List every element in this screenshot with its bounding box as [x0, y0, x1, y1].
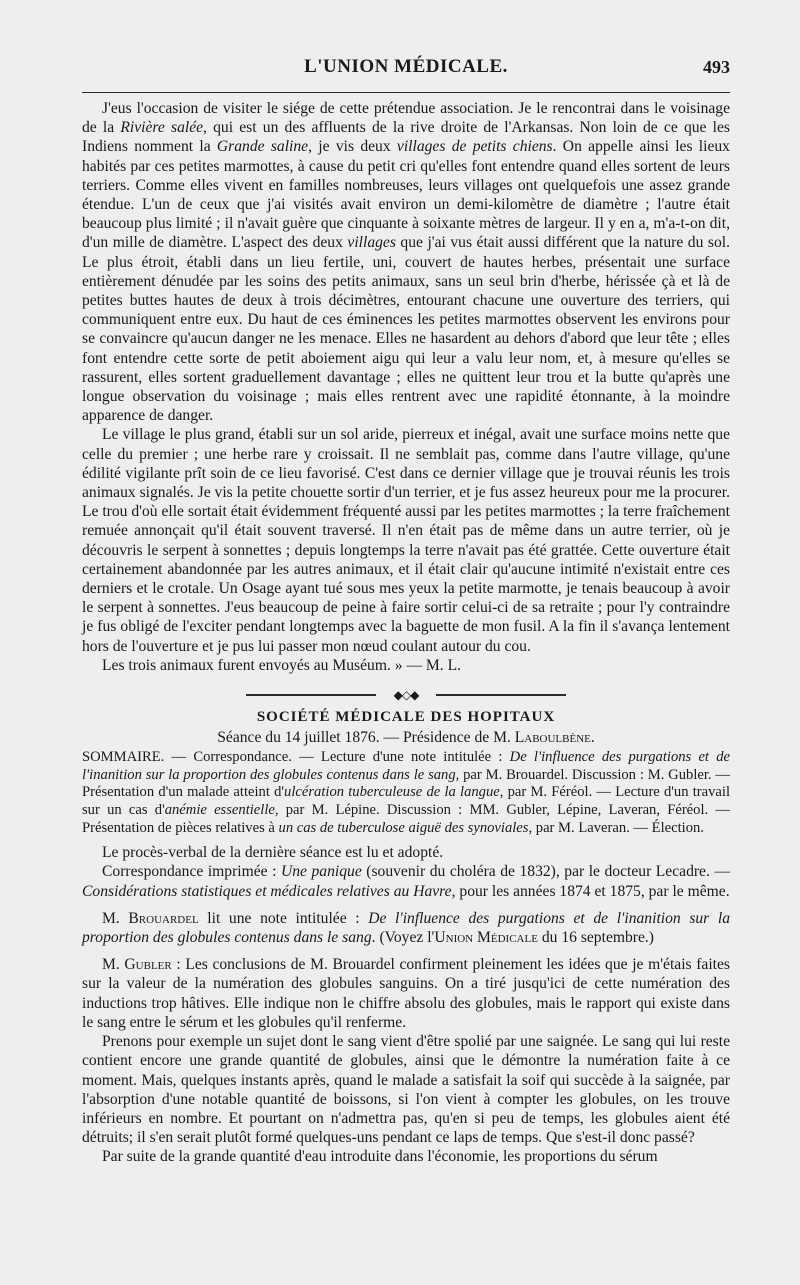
proces-verbal-paragraph: Le procès-verbal de la dernière séance est lu et adopté. [102, 844, 444, 862]
page-header [82, 0, 730, 93]
article-paragraph: J'eus l'occasion de visiter le siége de cette prétendue association. Je le rencontrai dans le voisinage de la Rivière salée, qui est un des affluents de la rive droite de l'Arkansas. Non loin de ce que les Indiens nomment la Grande saline, je vis deux villages de petits chiens. On appelle ainsi les lieux habités par ces petites marmottes, à cause du petit cri qu'elles font entendre quand elles sortent de leurs terriers. Comme elles vivent en familles nombreuses, leurs villages ont quelquefois une assez grande étendue. L'un de ceux que j'ai visités avait environ un demi-kilomètre de diamètre ; l'autre était beaucoup plus limité ; il n'avait guère que cinquante à soixante mètres de largeur. Il y en a, m'a-t-on dit, d'un mille de diamètre. L'aspect des deux villages que j'ai vus était aussi différent que la nature du sol. Le plus étroit, établi dans un lieu fertile, uni, couvert de hautes herbes, présentait une surface entièrement dénudée par les soins des petits animaux, sans un seul brin d'herbe, hérissée çà et là de petites buttes hautes de deux à trois décimètres, entourant chacune une ouverture des terriers, qui communiquent entre eux. Du haut de ces éminences les petites marmottes observent les environs pour se convaincre qu'aucun danger ne les menace. Elles ne hasardent au dehors d'abord que leur tête ; elles font entendre cette sorte de petit aboiement aigu qui leur a valu leur nom, et, à mesure qu'elles se rassurent, elles sortent graduellement davantage ; elles ne quittent leur trou et la butte qu'après une longue observation du voisinage ; mais elles rentrent avec une rapidité étonnante, à la moindre apparence de danger. [82, 100, 730, 425]
page-number: 493 [703, 57, 730, 77]
brouardel-paragraph: M. Brouardel lit une note intitulée : De l'influence des purgations et de l'inanition sur la proportion des globules contenus dans le sang. (Voyez l'Union Médicale du 16 septembre.) [82, 909, 731, 947]
section-divider-ornament: ◆◇◆ [246, 689, 566, 701]
article-signoff: Les trois animaux furent envoyés au Muséum. » — M. L. [102, 656, 462, 674]
session-line: Séance du 14 juillet 1876. — Présidence de M. Laboulbène. [217, 729, 595, 747]
discussion-paragraph: Prenons pour exemple un sujet dont le sang vient d'être spolié par une saignée. Le sang qui lui reste contient encore une grande quantité de globules, ainsi que le démontre la numération faite à ce moment. Mais, quelques instants après, quand le malade a satisfait la soif qui succède à la saignée, par l'absorption d'une notable quantité de boissons, si l'on vient à compter les globules, on les trouve inférieurs en nombre. Et pourtant on n'admettra pas, qu'en si peu de temps, les globules aient été détruits; il s'en serait plutôt formé quelques-uns pendant ce laps de temps. Que s'est-il donc passé? [82, 1033, 730, 1147]
article-body [82, 99, 730, 1167]
sommaire: SOMMAIRE. — Correspondance. — Lecture d'une note intitulée : De l'influence des purgations et de l'inanition sur la proportion des globules contenus dans le sang, par M. Brouardel. Discussion : M. Gubler. — Présentation d'un malade atteint d'ulcération tuberculeuse de la langue, par M. Féréol. — Lecture d'un travail sur un cas d'anémie essentielle, par M. Lépine. Discussion : MM. Gubler, Lépine, Laveran, Féréol. — Présentation de pièces relatives à un cas de tuberculose aiguë des synoviales, par M. Laveran. — Élection. [82, 749, 731, 836]
correspondance-paragraph: Correspondance imprimée : Une panique (souvenir du choléra de 1832), par le docteur Lecadre. — Considérations statistiques et médicales relatives au Havre, pour les années 1874 et 1875, par le même. [82, 863, 731, 900]
section-title: SOCIÉTÉ MÉDICALE DES HOPITAUX [256, 709, 556, 726]
article-paragraph: Le village le plus grand, établi sur un sol aride, pierreux et inégal, avait une surface moins nette que celle du premier ; une herbe rare y croissait. Il ne semblait pas, comme dans l'autre village, qu'une édilité vigilante prît soin de ce lieu favorisé. C'est dans ce dernier village que je trouvai réunis les trois animaux signalés. Je vis la petite chouette sortir d'un terrier, et je fus assez heureux pour me la procurer. Le trou d'où elle sortait était évidemment fréquenté aussi par les petites marmottes ; la terre fraîchement remuée annonçait qu'il était souvent traversé. Il n'en était pas de même dans un autre terrier, où je découvris le serpent à sonnettes ; depuis longtemps la terre n'avait pas été grattée. Cette ouverture était certainement abandonnée par les autres animaux, et il était clair qu'aucune intimité n'existait entre ces derniers et le crotale. Un Osage ayant tué sous mes yeux la petite marmotte, je tenais beaucoup à avoir le serpent à sonnettes. J'eus beaucoup de peine à faire sortir celui-ci de sa retraite ; pour l'y contraindre je fus obligé de l'exciter pendant longtemps avec la baguette de mon fusil. A la fin il s'avança lentement hors de l'ouverture et je pus lui passer mon nœud coulant autour du cou. [82, 426, 730, 655]
discussion-paragraph-continued: Par suite de la grande quantité d'eau introduite dans l'économie, les proportions du sérum [102, 1148, 658, 1166]
running-title: L'UNION MÉDICALE. [304, 56, 508, 77]
gubler-paragraph: M. Gubler : Les conclusions de M. Brouardel confirment pleinement les idées que je m'étais faites sur la valeur de la numération des globules sanguins. On a tiré jusqu'ici de cette numération des inductions trop hâtives. Elle indique non le chiffre absolu des globules, mais le rapport qui existe dans le sang entre le sérum et les globules qu'il renferme. [82, 956, 730, 1031]
